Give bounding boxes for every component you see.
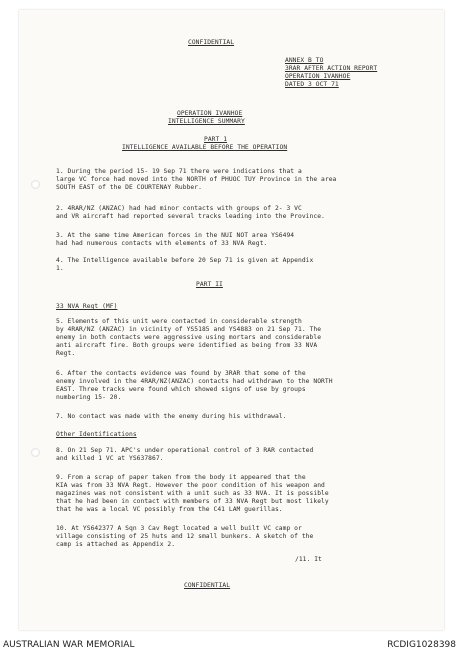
paragraph-line: 2. 4RAR/NZ (ANZAC) had had minor contacts with groups of 2- 3 VC bbox=[56, 205, 302, 212]
annex-line: DATED 3 OCT 71 bbox=[285, 81, 339, 88]
paragraph-line: had had numerous contacts with elements of 33 NVA Regt. bbox=[56, 240, 268, 247]
unit-heading: 33 NVA Regt (MF) bbox=[56, 303, 118, 310]
paragraph-line: that he was a local VC possibly from the C41 LAM guerillas. bbox=[56, 506, 283, 513]
paragraph-line: village consisting of 25 huts and 12 small bunkers. A sketch of the bbox=[56, 533, 314, 540]
archive-footer bbox=[0, 634, 460, 654]
section-heading: Other Identifications bbox=[56, 431, 137, 438]
part-heading: PART 1 bbox=[204, 136, 228, 143]
paragraph-line: 1. bbox=[56, 265, 64, 272]
annex-line: 3RAR AFTER ACTION REPORT bbox=[285, 65, 378, 72]
paragraph-line: enemy involved in the 4RAR/NZ(ANZAC) contacts had withdrawn to the NORTH bbox=[56, 378, 333, 385]
document-page bbox=[19, 10, 444, 630]
paragraph-line: enemy in both contacts were aggressive using mortars and considerable bbox=[56, 334, 322, 341]
paragraph-line: 4. The Intelligence available before 20 Sep 71 is given at Appendix bbox=[56, 257, 314, 264]
paragraph-line: numbering 15- 20. bbox=[56, 394, 122, 401]
paragraph-line: 3. At the same time American forces in the NUI NOT area YS6494 bbox=[56, 232, 295, 239]
paragraph-line: magazines was not consistent with a unit such as 33 NVA. It is possible bbox=[56, 490, 329, 497]
paragraph-line: 10. At YS642377 A Sqn 3 Cav Regt located a well built VC camp or bbox=[56, 525, 302, 532]
paragraph-line: KIA was from 33 NVA Regt. However the poor condition of his weapon and bbox=[56, 482, 325, 489]
paragraph-line: by 4RAR/NZ (ANZAC) in vicinity of YS5185 and YS4883 on 21 Sep 71. The bbox=[56, 326, 322, 333]
paragraph-line: EAST. Three tracks were found which showed signs of use by groups bbox=[56, 386, 306, 393]
continuation-marker: /11. It bbox=[295, 556, 322, 563]
classification-bottom: CONFIDENTIAL bbox=[184, 582, 231, 589]
paragraph-line: 7. No contact was made with the enemy during his withdrawal. bbox=[56, 413, 287, 420]
paragraph-line: SOUTH EAST of the DE COURTENAY Rubber. bbox=[56, 184, 202, 191]
paragraph-line: that he had been in contact with members of 33 NVA Regt but most likely bbox=[56, 498, 329, 505]
record-id: RCDIG1028398 bbox=[387, 640, 456, 650]
paragraph-line: 8. On 21 Sep 71. APC's under operational control of 3 RAR contacted bbox=[56, 447, 314, 454]
paragraph-line: and VR aircraft had reported several tracks leading into the Province. bbox=[56, 213, 325, 220]
archive-name: AUSTRALIAN WAR MEMORIAL bbox=[3, 640, 135, 650]
punch-hole bbox=[31, 448, 40, 457]
paragraph-line: and killed 1 VC at YS637867. bbox=[56, 455, 164, 462]
paragraph-line: Regt. bbox=[56, 350, 76, 357]
paragraph-line: camp is attached as Appendix 2. bbox=[56, 541, 176, 548]
punch-hole bbox=[31, 180, 40, 189]
paragraph-line: large VC force had moved into the NORTH of PHUOC TUY Province in the area bbox=[56, 176, 337, 183]
paragraph-line: 6. After the contacts evidence was found by 3RAR that some of the bbox=[56, 370, 306, 377]
paragraph-line: 9. From a scrap of paper taken from the body it appeared that the bbox=[56, 474, 306, 481]
paragraph-line: 1. During the period 15- 19 Sep 71 there were indications that a bbox=[56, 168, 302, 175]
part-subheading: INTELLIGENCE AVAILABLE BEFORE THE OPERATION bbox=[122, 144, 288, 151]
annex-line: ANNEX B TO bbox=[285, 57, 324, 64]
document-title: OPERATION IVANHOE bbox=[177, 110, 243, 117]
paragraph-line: 5. Elements of this unit were contacted in considerable strength bbox=[56, 318, 302, 325]
annex-line: OPERATION IVANHOE bbox=[285, 73, 351, 80]
classification-top: CONFIDENTIAL bbox=[188, 39, 235, 46]
paragraph-line: anti aircraft fire. Both groups were identified as being from 33 NVA bbox=[56, 342, 318, 349]
document-subtitle: INTELLIGENCE SUMMARY bbox=[168, 118, 245, 125]
part-heading: PART II bbox=[196, 281, 223, 288]
